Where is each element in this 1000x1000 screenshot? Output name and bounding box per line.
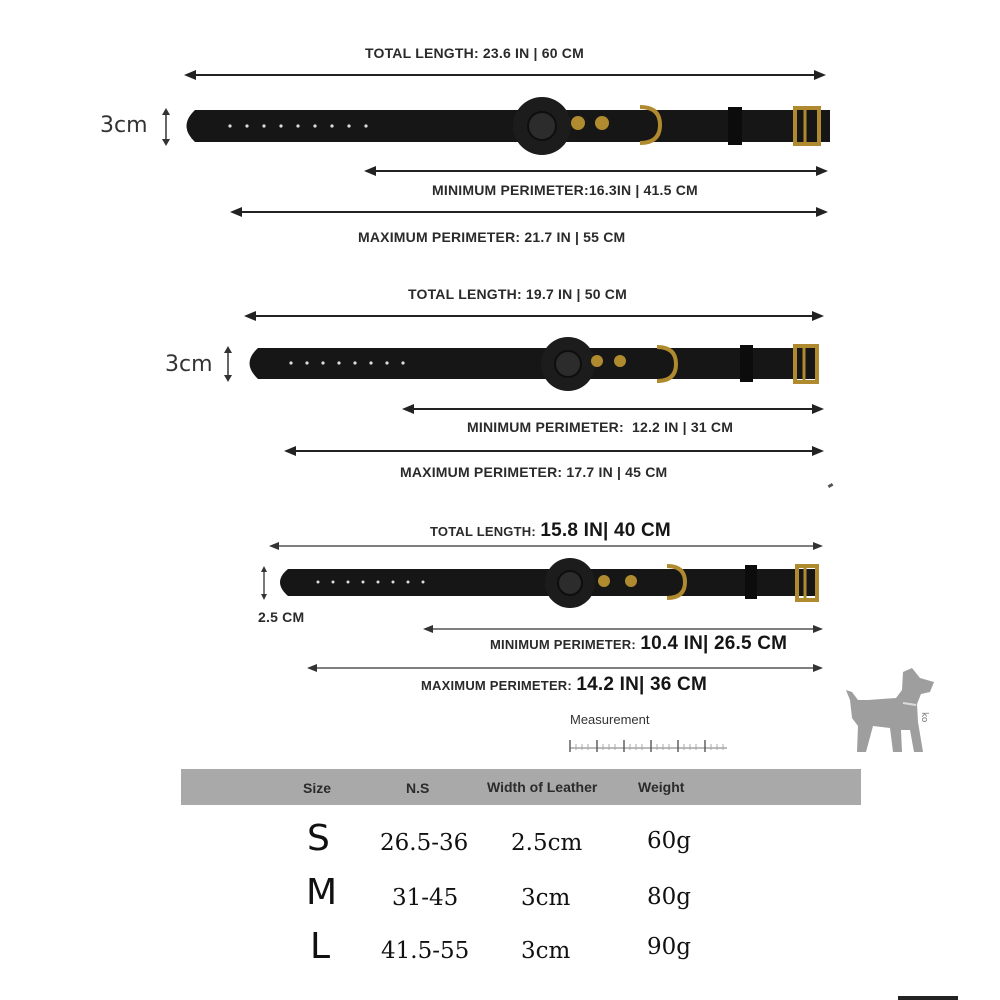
header-size: Size — [303, 780, 332, 796]
table-cell-width: 3cm — [521, 885, 571, 911]
width-label-m: 3cm — [165, 352, 213, 377]
width-label-l: 3cm — [100, 113, 148, 138]
min-perimeter-label-m: MINIMUM PERIMETER: 12.2 IN | 31 CM — [467, 419, 734, 435]
total-length-value-s: 15.8 IN| 40 CM — [540, 520, 671, 541]
table-cell-size: S — [307, 818, 330, 859]
header-weight: Weight — [638, 779, 685, 795]
table-cell-ns: 26.5-36 — [380, 830, 469, 856]
header-ns: N.S — [406, 780, 430, 796]
table-cell-width: 3cm — [521, 938, 571, 964]
min-perimeter-label-s: MINIMUM PERIMETER: — [490, 637, 636, 652]
min-perimeter-label-l: MINIMUM PERIMETER:16.3IN | 41.5 CM — [432, 182, 698, 198]
table-cell-weight: 60g — [647, 828, 691, 854]
max-perimeter-label-m: MAXIMUM PERIMETER: 17.7 IN | 45 CM — [400, 464, 668, 480]
width-label-s: 2.5 CM — [258, 609, 305, 625]
table-cell-size: M — [306, 872, 338, 913]
measurement-label: Measurement — [570, 712, 650, 727]
table-cell-ns: 31-45 — [392, 885, 459, 911]
table-cell-weight: 80g — [647, 884, 691, 910]
watermark-text: ko — [919, 712, 929, 723]
table-cell-ns: 41.5-55 — [381, 938, 470, 964]
table-cell-weight: 90g — [647, 934, 691, 960]
total-length-label-l: TOTAL LENGTH: 23.6 IN | 60 CM — [365, 45, 584, 61]
max-perimeter-label-s: MAXIMUM PERIMETER: — [421, 678, 572, 693]
table-cell-size: L — [310, 926, 331, 967]
corner-bar — [898, 996, 958, 1000]
min-perimeter-value-s: 10.4 IN| 26.5 CM — [640, 633, 788, 654]
max-perimeter-label-l: MAXIMUM PERIMETER: 21.7 IN | 55 CM — [358, 229, 626, 245]
table-cell-width: 2.5cm — [511, 830, 583, 856]
total-length-label-m: TOTAL LENGTH: 19.7 IN | 50 CM — [408, 286, 627, 302]
header-width: Width of Leather — [487, 779, 598, 795]
total-length-label-s: TOTAL LENGTH: — [430, 524, 536, 539]
max-perimeter-value-s: 14.2 IN| 36 CM — [576, 674, 708, 695]
